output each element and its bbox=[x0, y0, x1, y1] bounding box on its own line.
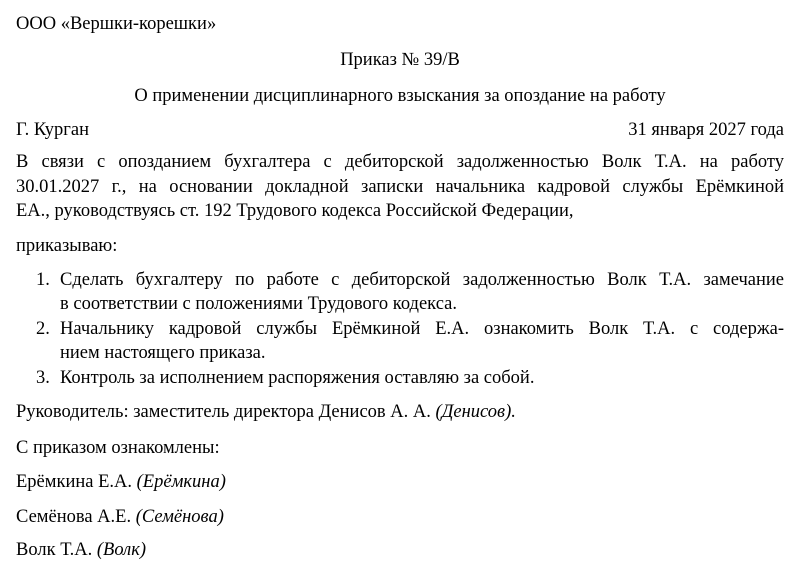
item-text-line-2: нием настоящего приказа. bbox=[60, 343, 266, 363]
person-name: Волк Т.А. bbox=[16, 540, 93, 560]
person-name: Ерёмкина Е.А. bbox=[16, 472, 133, 492]
item-number: 2. bbox=[36, 319, 50, 339]
preamble-line-2: 30.01.2027 г., на основании докладной записки начальника кадровой службы Ерёмкиной bbox=[16, 177, 784, 197]
preamble-line-1: В связи с опозданием бухгалтера с дебиторской задолженностью Волк Т.А. на работу bbox=[16, 152, 784, 172]
item-text-line-1: Контроль за исполнением распоряжения оставляю за собой. bbox=[60, 368, 535, 388]
item-number: 1. bbox=[36, 270, 50, 290]
preamble-line-3: ЕА., руководствуясь ст. 192 Трудового кодекса Российской Федерации, bbox=[16, 201, 574, 221]
director-label: Руководитель: заместитель директора Денисов А. А. bbox=[16, 402, 431, 422]
person-signature: (Волк) bbox=[96, 540, 147, 560]
company-name: ООО «Вершки-корешки» bbox=[16, 14, 217, 34]
item-number: 3. bbox=[36, 368, 50, 388]
place-date-row bbox=[16, 119, 784, 142]
item-text-line-2: в соответствии с положениями Трудового кодекса. bbox=[60, 294, 457, 314]
item-text-line-1: Сделать бухгалтеру по работе с дебиторской задолженностью Волк Т.А. замечание bbox=[60, 270, 784, 290]
acquainted-person bbox=[16, 506, 224, 529]
item-text-line-1: Начальнику кадровой службы Ерёмкиной Е.А. ознакомить Волк Т.А. с содержа- bbox=[60, 319, 784, 339]
acquainted-person bbox=[16, 471, 226, 494]
director-signature-line bbox=[16, 401, 516, 424]
order-word: приказываю: bbox=[16, 236, 118, 256]
order-subject: О применении дисциплинарного взыскания за опоздание на работу bbox=[134, 86, 666, 106]
person-name: Семёнова А.Е. bbox=[16, 507, 132, 527]
person-signature: (Ерёмкина) bbox=[136, 472, 226, 492]
director-signature: (Денисов). bbox=[435, 402, 516, 422]
order-number: Приказ № 39/В bbox=[340, 50, 460, 70]
order-date: 31 января 2027 года bbox=[628, 120, 784, 140]
city: Г. Курган bbox=[16, 120, 90, 140]
acquainted-person bbox=[16, 539, 146, 562]
person-signature: (Семёнова) bbox=[135, 507, 224, 527]
acquainted-label: С приказом ознакомлены: bbox=[16, 438, 220, 458]
